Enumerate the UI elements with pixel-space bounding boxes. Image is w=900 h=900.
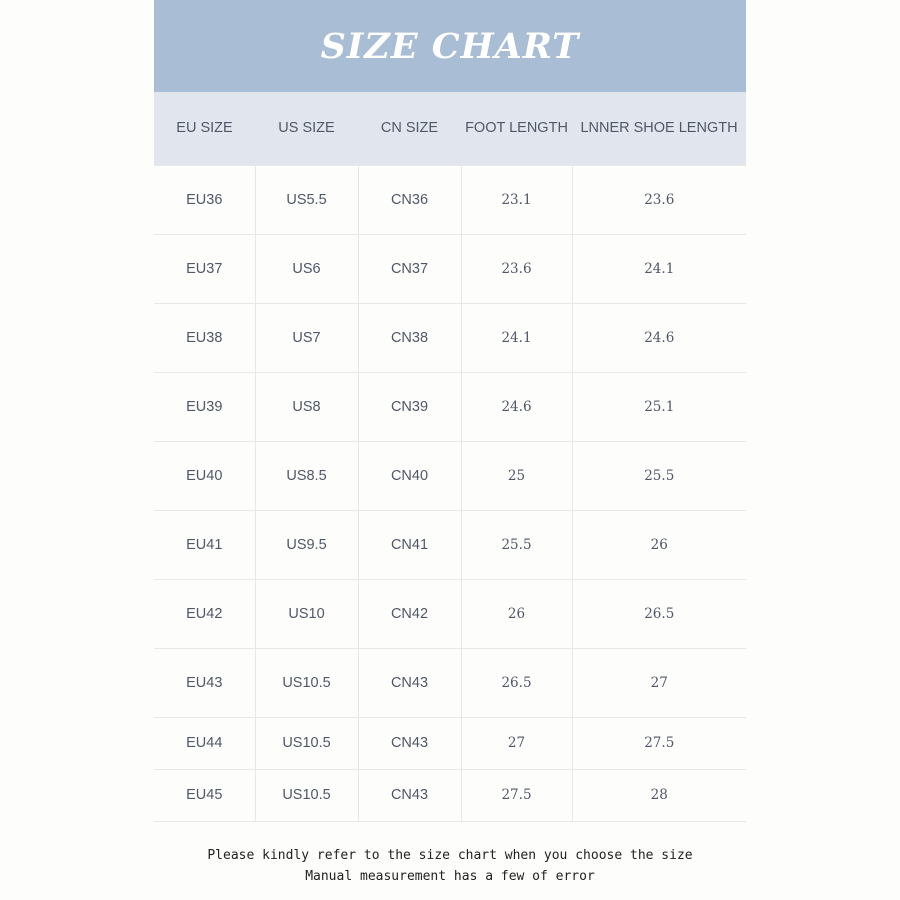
cn-size-cell: CN39 [358,372,461,441]
eu-size-cell: EU37 [154,234,255,303]
eu-size-cell: EU40 [154,441,255,510]
chart-title: SIZE CHART [320,25,580,67]
table-row [154,372,746,441]
foot-length-cell: 23.6 [461,234,572,303]
table-row [154,441,746,510]
inner-shoe-length-cell: 24.6 [572,303,746,372]
cn-size-cell: CN42 [358,579,461,648]
note-measurement-error: Manual measurement has a few of error [305,869,595,884]
size-chart [154,0,746,822]
foot-length-cell: 23.1 [461,165,572,234]
eu-size-cell: EU42 [154,579,255,648]
us-size-cell: US10.5 [255,717,358,769]
cn-size-cell: CN38 [358,303,461,372]
foot-length-cell: 24.6 [461,372,572,441]
cn-size-cell: CN43 [358,769,461,821]
us-size-cell: US8 [255,372,358,441]
inner-shoe-length-cell: 25.5 [572,441,746,510]
cn-size-cell: CN43 [358,648,461,717]
table-row [154,769,746,821]
inner-shoe-length-cell: 25.1 [572,372,746,441]
us-size-cell: US9.5 [255,510,358,579]
eu-size-cell: EU38 [154,303,255,372]
foot-length-cell: 24.1 [461,303,572,372]
table-row [154,165,746,234]
cn-size-cell: CN41 [358,510,461,579]
cn-size-cell: CN43 [358,717,461,769]
cn-size-cell: CN40 [358,441,461,510]
header-row [154,92,746,165]
foot-length-cell: 25.5 [461,510,572,579]
size-table [154,92,746,822]
table-row [154,303,746,372]
us-size-cell: US7 [255,303,358,372]
us-size-cell: US5.5 [255,165,358,234]
foot-length-cell: 26 [461,579,572,648]
foot-length-cell: 25 [461,441,572,510]
title-band [154,0,746,92]
eu-size-cell: EU43 [154,648,255,717]
cn-size-cell: CN37 [358,234,461,303]
table-row [154,510,746,579]
inner-shoe-length-cell: 27 [572,648,746,717]
table-row [154,648,746,717]
notes [0,845,900,887]
inner-shoe-length-cell: 28 [572,769,746,821]
eu-size-cell: EU45 [154,769,255,821]
note-refer-size-chart: Please kindly refer to the size chart when you choose the size [207,848,693,863]
table-row [154,717,746,769]
header-inner-shoe-length: LNNER SHOE LENGTH [572,92,746,165]
cn-size-cell: CN36 [358,165,461,234]
header-cn-size: CN SIZE [358,92,461,165]
eu-size-cell: EU36 [154,165,255,234]
header-eu-size: EU SIZE [154,92,255,165]
foot-length-cell: 27 [461,717,572,769]
inner-shoe-length-cell: 26.5 [572,579,746,648]
inner-shoe-length-cell: 24.1 [572,234,746,303]
us-size-cell: US10.5 [255,648,358,717]
eu-size-cell: EU44 [154,717,255,769]
foot-length-cell: 26.5 [461,648,572,717]
table-row [154,234,746,303]
us-size-cell: US8.5 [255,441,358,510]
eu-size-cell: EU41 [154,510,255,579]
inner-shoe-length-cell: 27.5 [572,717,746,769]
header-foot-length: FOOT LENGTH [461,92,572,165]
inner-shoe-length-cell: 26 [572,510,746,579]
eu-size-cell: EU39 [154,372,255,441]
inner-shoe-length-cell: 23.6 [572,165,746,234]
foot-length-cell: 27.5 [461,769,572,821]
us-size-cell: US10 [255,579,358,648]
header-us-size: US SIZE [255,92,358,165]
us-size-cell: US6 [255,234,358,303]
us-size-cell: US10.5 [255,769,358,821]
table-row [154,579,746,648]
